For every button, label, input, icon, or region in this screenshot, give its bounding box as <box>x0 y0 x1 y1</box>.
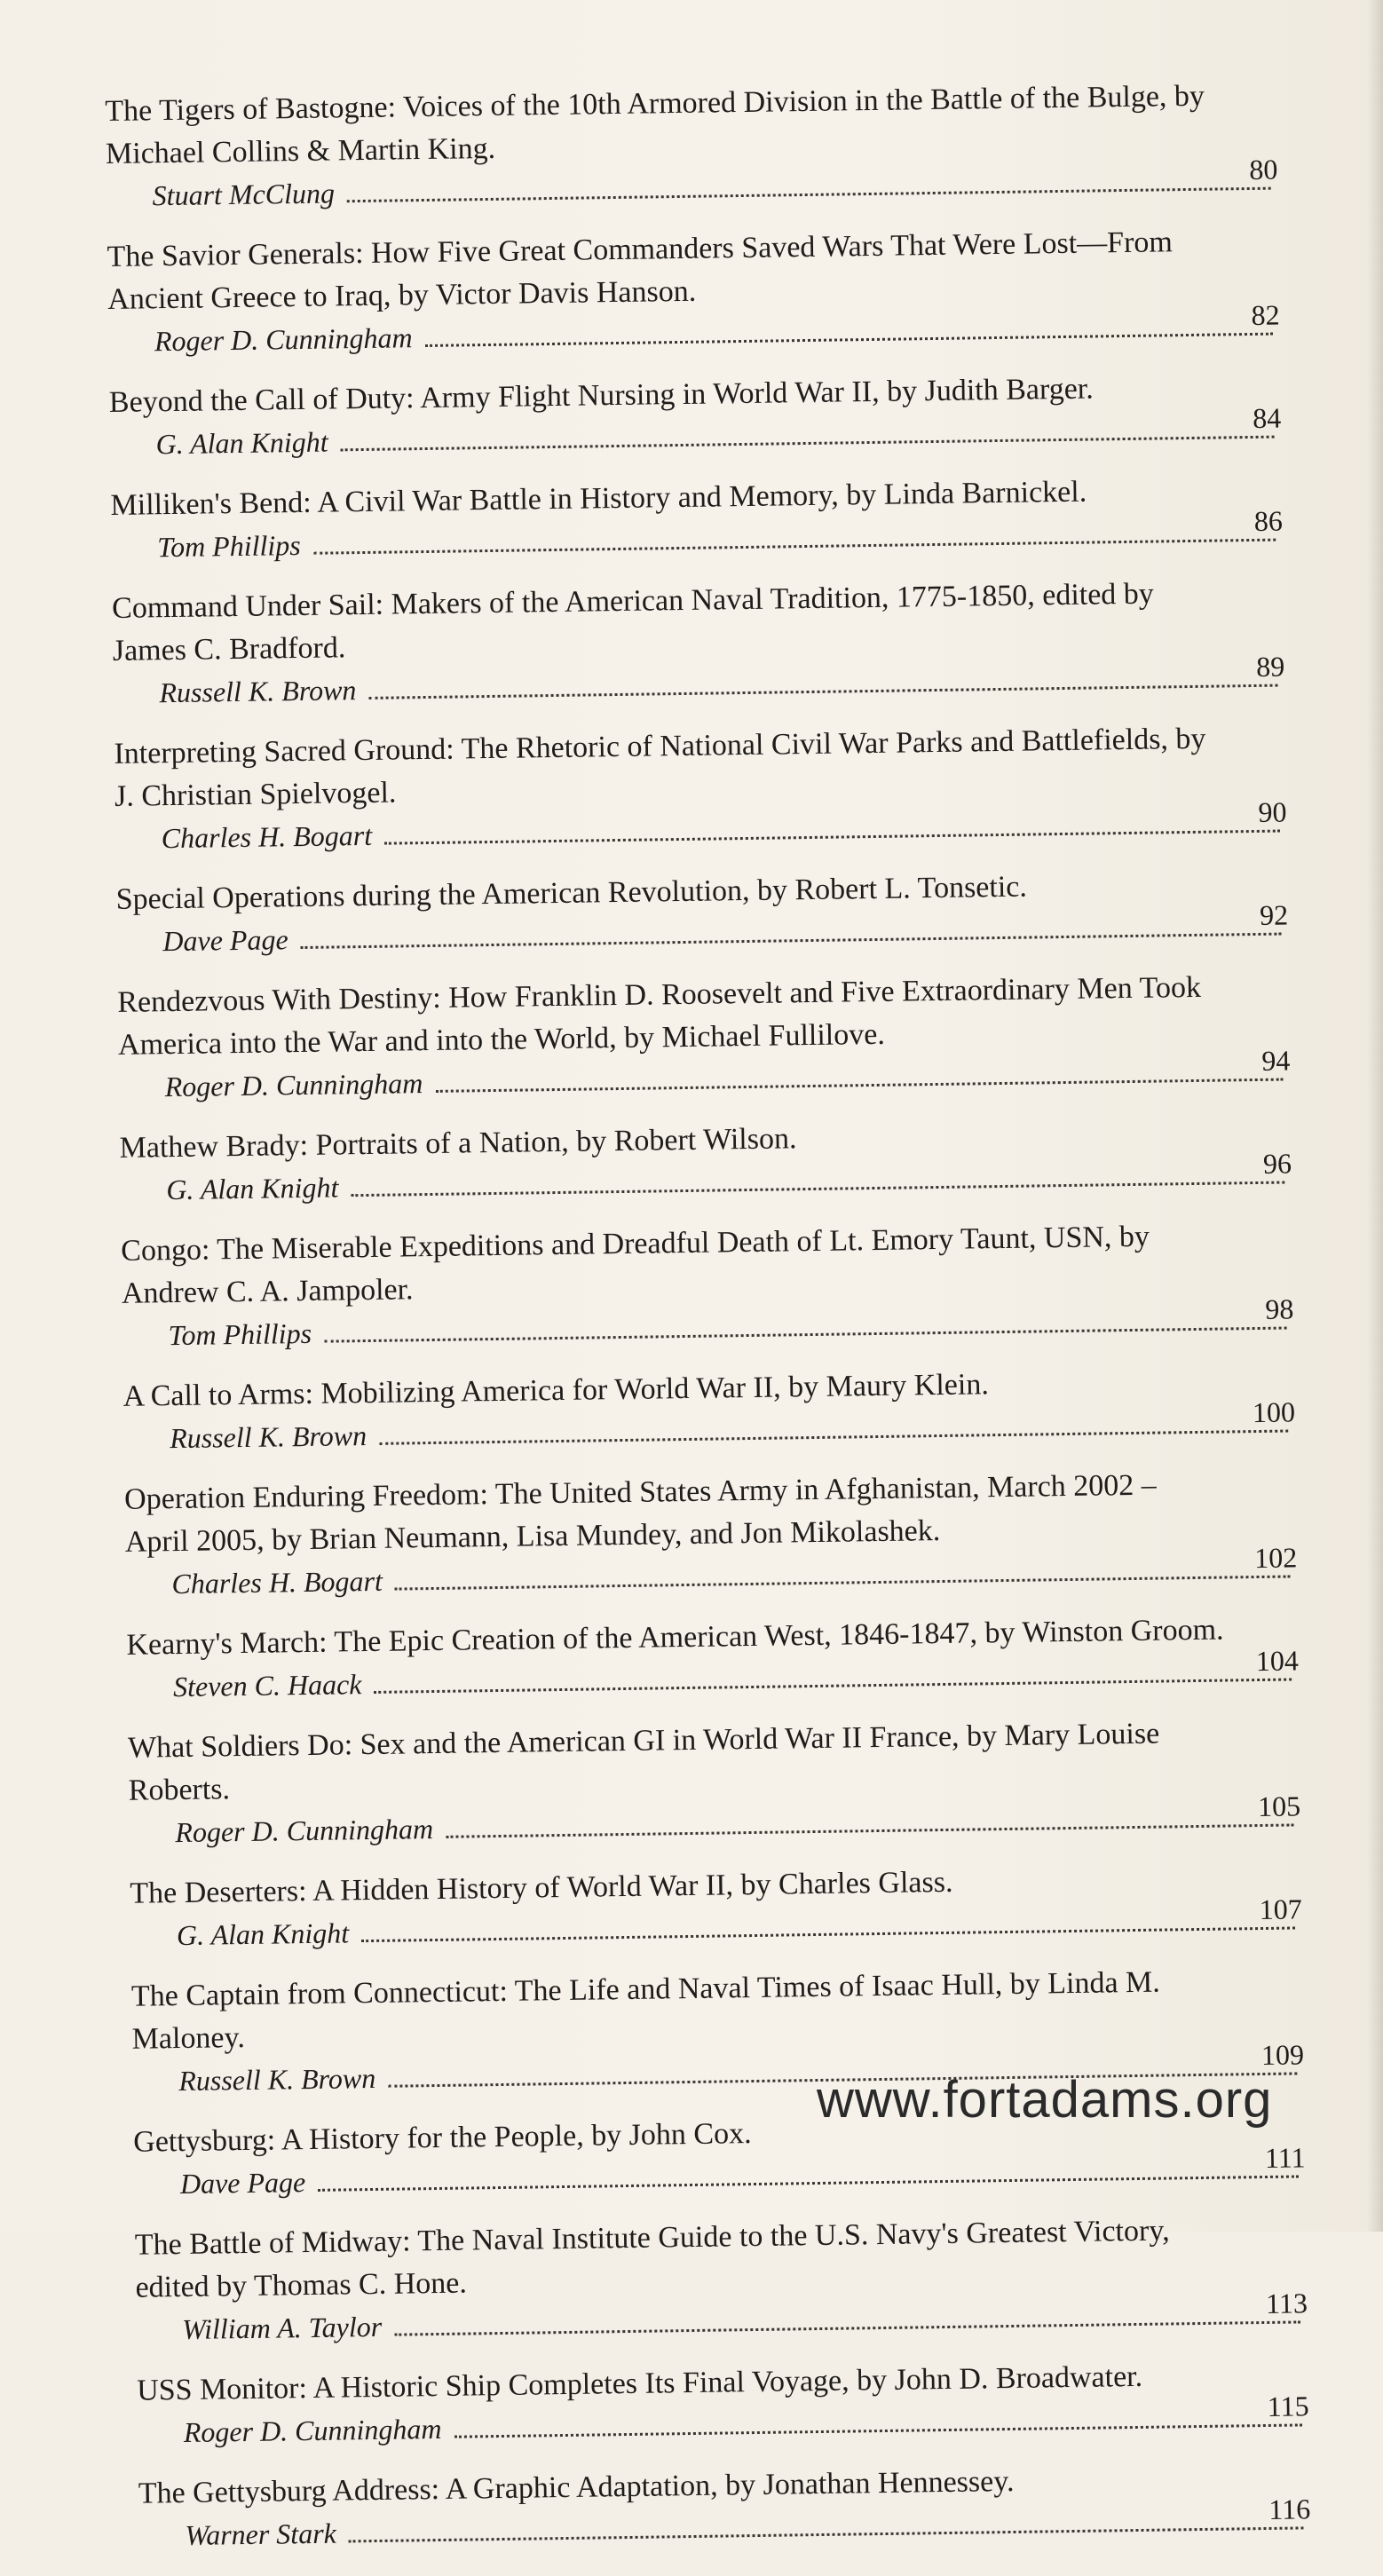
reviewer-name: G. Alan Knight <box>166 1171 339 1206</box>
reviewer-name: Russell K. Brown <box>159 674 357 709</box>
page-number: 98 <box>1265 1292 1294 1325</box>
dot-leader <box>395 1576 1291 1591</box>
toc-entry <box>128 1711 1301 1849</box>
page-number: 113 <box>1265 2287 1308 2319</box>
page-number: 96 <box>1262 1147 1292 1180</box>
toc-entry <box>122 1359 1295 1455</box>
reviewer-name: G. Alan Knight <box>176 1916 350 1952</box>
toc-entry <box>126 1608 1299 1703</box>
dot-leader <box>347 187 1271 203</box>
dot-leader <box>351 1181 1284 1197</box>
page-number: 115 <box>1267 2390 1309 2422</box>
page-number: 94 <box>1261 1044 1291 1077</box>
reviewer-name: Charles H. Bogart <box>161 818 373 855</box>
toc-entry <box>117 965 1291 1103</box>
toc-entry <box>137 2353 1309 2449</box>
dot-leader <box>379 1430 1288 1445</box>
dot-leader <box>454 2423 1302 2438</box>
reviewer-name: Tom Phillips <box>156 528 301 564</box>
reviewer-name: Russell K. Brown <box>169 1419 367 1455</box>
reviewer-name: G. Alan Knight <box>155 425 328 461</box>
page-number: 109 <box>1261 2038 1305 2072</box>
book-title: Milliken's Bend: A Civil War Battle in History and Memory, by Linda Barnickel. <box>110 475 1087 522</box>
page-number: 104 <box>1255 1644 1300 1678</box>
book-title: Kearny's March: The Epic Creation of the American West, 1846-1847, by Winston Groom. <box>126 1613 1224 1662</box>
book-title: Command Under Sail: Makers of the American Naval Tradition, 1775-1850, edited by James C. Bradford. <box>111 577 1155 668</box>
toc-entry <box>124 1462 1298 1600</box>
page-number: 86 <box>1253 504 1284 537</box>
toc-entry <box>130 1856 1302 1952</box>
dot-leader <box>384 830 1280 845</box>
book-title: The Captain from Connecticut: The Life and Naval Times of Isaac Hull, by Linda M. Maloney. <box>130 1965 1161 2056</box>
book-title: The Savior Generals: How Five Great Commanders Saved Wars That Were Lost—From Ancient Greece to Iraq, by Victor Davis Hanson. <box>107 225 1174 316</box>
dot-leader <box>361 1926 1295 1942</box>
page-number: 84 <box>1253 401 1282 434</box>
book-title: A Call to Arms: Mobilizing America for World War II, by Maury Klein. <box>122 1368 990 1413</box>
toc-entry <box>121 1213 1294 1352</box>
dot-leader <box>318 2175 1299 2191</box>
dot-leader <box>375 1679 1292 1694</box>
book-title: The Battle of Midway: The Naval Institute Guide to the U.S. Navy's Greatest Victory, edited by Thomas C. Hone. <box>134 2214 1170 2304</box>
page-number: 82 <box>1251 298 1280 331</box>
toc-entry <box>105 75 1278 213</box>
reviewer-name: Charles H. Bogart <box>171 1564 383 1600</box>
book-title: USS Monitor: A Historic Ship Completes Its Final Voyage, by John D. Broadwater. <box>136 2359 1143 2407</box>
book-title: The Deserters: A Hidden History of World War II, by Charles Glass. <box>130 1865 953 1910</box>
book-title: The Tigers of Bastogne: Voices of the 10th Armored Division in the Battle of the Bulge, by Michael Collins & Martin King. <box>105 79 1205 170</box>
book-title: Rendezvous With Destiny: How Franklin D. Roosevelt and Five Extraordinary Men Took America into the War and into the World, by Michael Fullilove. <box>117 970 1202 1062</box>
toc-entry <box>135 2208 1308 2346</box>
book-title: Mathew Brady: Portraits of a Nation, by Robert Wilson. <box>119 1122 797 1165</box>
page-number: 90 <box>1258 795 1287 828</box>
page-number: 89 <box>1255 650 1285 683</box>
reviewer-name: Steven C. Haack <box>172 1668 362 1703</box>
book-title: The Gettysburg Address: A Graphic Adaptation, by Jonathan Hennessey. <box>138 2464 1015 2510</box>
dot-leader <box>341 436 1275 452</box>
reviewer-name: William A. Taylor <box>181 2310 383 2346</box>
toc-entry <box>107 220 1280 359</box>
reviewer-name: Roger D. Cunningham <box>154 321 413 358</box>
reviewer-name: Roger D. Cunningham <box>183 2412 442 2449</box>
book-title: Special Operations during the American Revolution, by Robert L. Tonsetic. <box>115 870 1028 916</box>
toc-entry <box>110 469 1283 565</box>
dot-leader <box>446 1823 1293 1837</box>
page-number: 116 <box>1268 2493 1311 2525</box>
reviewer-name: Russell K. Brown <box>178 2061 376 2098</box>
reviewer-name: Warner Stark <box>185 2517 337 2552</box>
reviewer-name: Dave Page <box>162 923 288 958</box>
dot-leader <box>369 684 1278 699</box>
toc-entry <box>119 1110 1292 1206</box>
book-title: Operation Enduring Freedom: The United States Army in Afghanistan, March 2002 – April 2005, by Brian Neumann, Lisa Mundey, and Jon Mikolashek. <box>123 1468 1158 1559</box>
page-number: 107 <box>1259 1892 1302 1926</box>
dot-leader <box>425 333 1273 347</box>
page-number: 111 <box>1264 2141 1306 2174</box>
dot-leader <box>301 933 1282 949</box>
reviewer-name: Stuart McClung <box>152 177 336 212</box>
dot-leader <box>324 1327 1286 1343</box>
toc-entry <box>115 862 1288 958</box>
page-number: 92 <box>1259 898 1289 931</box>
table-of-contents <box>105 75 1311 2576</box>
page-number: 102 <box>1253 1541 1298 1575</box>
watermark: www.fortadams.org <box>817 2071 1273 2129</box>
reviewer-name: Roger D. Cunningham <box>164 1067 423 1103</box>
book-title: Gettysburg: A History for the People, by John Cox. <box>133 2117 752 2159</box>
book-title: Beyond the Call of Duty: Army Flight Nursing in World War II, by Judith Barger. <box>108 372 1094 419</box>
toc-entry <box>109 366 1282 462</box>
page-number: 100 <box>1252 1395 1296 1429</box>
dot-leader <box>313 539 1276 555</box>
book-title: What Soldiers Do: Sex and the American GI in World War II France, by Mary Louise Roberts. <box>127 1717 1160 1807</box>
page-number: 80 <box>1249 153 1278 186</box>
reviewer-name: Tom Phillips <box>168 1316 312 1352</box>
reviewer-name: Dave Page <box>179 2166 306 2201</box>
book-title: Congo: The Miserable Expeditions and Dreadful Death of Lt. Emory Taunt, USN, by Andrew C. A. Jampoler. <box>120 1220 1150 1310</box>
toc-entry <box>138 2456 1310 2552</box>
toc-entry <box>112 572 1285 710</box>
dot-leader <box>394 2320 1300 2335</box>
dot-leader <box>349 2526 1304 2542</box>
page-edge-shadow <box>1367 0 1383 2232</box>
toc-entry <box>114 716 1287 855</box>
dot-leader <box>435 1079 1283 1093</box>
book-title: Interpreting Sacred Ground: The Rhetoric of National Civil War Parks and Battlefields, by J. Christian Spielvogel. <box>114 722 1206 813</box>
page-number: 105 <box>1257 1790 1301 1823</box>
reviewer-name: Roger D. Cunningham <box>175 1813 434 1849</box>
